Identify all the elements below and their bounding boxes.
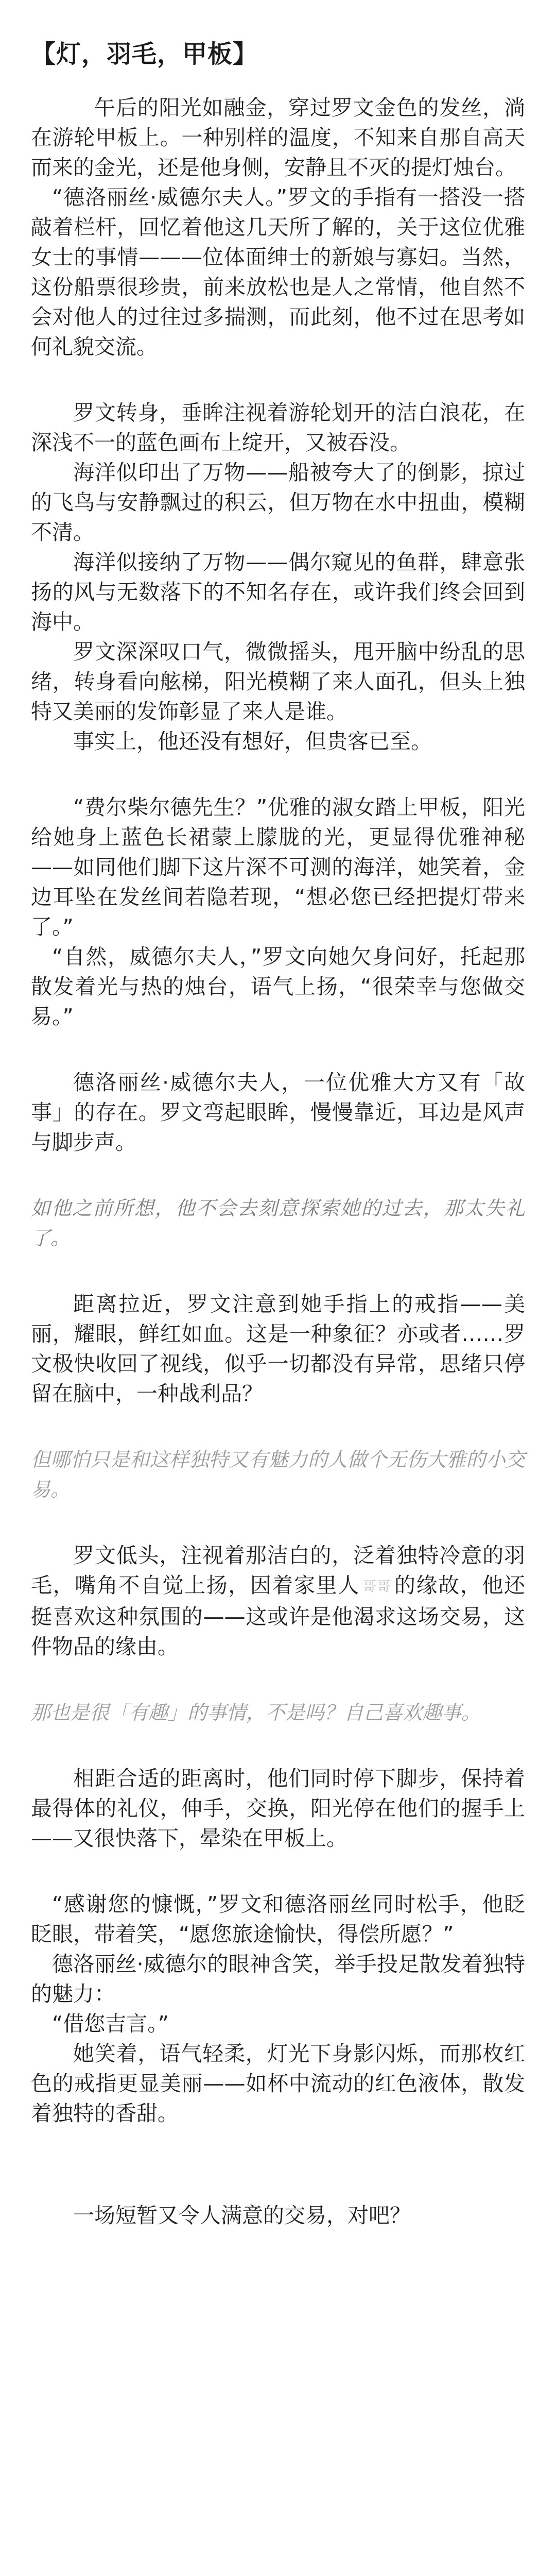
paragraph: “感谢您的慷慨，”罗文和德洛丽丝同时松手，他眨眨眼，带着笑，“愿您旅途愉快，得偿所愿？” — [31, 1892, 525, 1946]
paragraph-text-part: 的缘故，他还挺喜欢这种氛围的——这或许是他渴求这场交易，这件物品的缘由。 — [31, 1573, 525, 1659]
paragraph: “德洛丽丝·威德尔夫人。”罗文的手指有一搭没一搭敲着栏杆，回忆着他这几天所了解的，关于这位优雅女士的事情———位体面绅士的新娘与寡妇。当然，这份船票很珍贵，前来放松也是人之常情，他自然不会对他人的过往过多揣测，而此刻，他不过在思考如何礼貌交流。 — [31, 185, 525, 359]
page-title: 【灯，羽毛，甲板】 — [31, 39, 258, 69]
paragraph: 距离拉近，罗文注意到她手指上的戒指——美丽，耀眼，鲜红如血。这是一种象征？亦或者……罗文极快收回了视线，似乎一切都没有异常，思绪只停留在脑中，一种战利品？ — [31, 1292, 525, 1406]
story-content — [31, 93, 525, 2251]
paragraph: 相距合适的距离时，他们同时停下脚步，保持着最得体的礼仪，伸手，交换，阳光停在他们的握手上——又很快落下，晕染在甲板上。 — [31, 1766, 525, 1851]
paragraph: 海洋似印出了万物——船被夸大了的倒影，掠过的飞鸟与安静飘过的积云，但万物在水中扭曲，模糊不清。 — [31, 460, 525, 545]
paragraph: 午后的阳光如融金，穿过罗文金色的发丝，淌在游轮甲板上。一种别样的温度，不知来自那自高天而来的金光，还是他身侧，安静且不灭的提灯烛台。 — [31, 95, 525, 180]
paragraph: “费尔柴尔德先生？”优雅的淑女踏上甲板，阳光给她身上蓝色长裙蒙上朦胧的光，更显得优雅神秘——如同他们脚下这片深不可测的海洋，她笑着，金边耳坠在发丝间若隐若现，“想必您已经把提灯带来了。” — [31, 795, 525, 939]
paragraph: 海洋似接纳了万物——偶尔窥见的鱼群，肆意张扬的风与无数落下的不知名存在，或许我们终会回到海中。 — [31, 550, 525, 634]
paragraph: “自然，威德尔夫人，”罗文向她欠身问好，托起那散发着光与热的烛台，语气上扬，“很荣幸与您做交易。” — [31, 944, 525, 1029]
paragraph-text-part: 罗文低头，注视着那洁白的，泛着独特冷意的羽毛，嘴角不自觉上扬，因着家里人 — [31, 1543, 525, 1598]
italic-note: 如他之前所想，他不会去刻意探索她的过去，那太失礼了。 — [31, 1197, 525, 1249]
paragraph: 德洛丽丝·威德尔的眼神含笑，举手投足散发着独特的魅力： — [31, 1952, 525, 2006]
ruby-annotation: 哥哥 — [362, 1579, 392, 1595]
paragraph: 事实上，他还没有想好，但贵客已至。 — [73, 729, 432, 754]
title-area — [31, 21, 525, 82]
paragraph: “借您吉言。” — [52, 2011, 169, 2036]
paragraph: 一场短暂又令人满意的交易，对吧？ — [73, 2203, 411, 2228]
paragraph-with-ruby — [31, 1540, 525, 1662]
paragraph: 她笑着，语气轻柔，灯光下身影闪烁，而那枚红色的戒指更显美丽——如杯中流动的红色液体，散发着独特的香甜。 — [31, 2041, 525, 2126]
italic-note: 那也是很「有趣」的事情，不是吗？自己喜欢趣事。 — [31, 1701, 481, 1724]
paragraph: 罗文深深叹口气，微微摇头，甩开脑中纷乱的思绪，转身看向舷梯，阳光模糊了来人面孔，但头上独特又美丽的发饰彰显了来人是谁。 — [31, 639, 525, 724]
paragraph: 德洛丽丝·威德尔夫人，一位优雅大方又有「故事」的存在。罗文弯起眼眸，慢慢靠近，耳边是风声与脚步声。 — [31, 1070, 525, 1155]
italic-note: 但哪怕只是和这样独特又有魅力的人做个无伤大雅的小交易。 — [31, 1448, 525, 1501]
paragraph: 罗文转身，垂眸注视着游轮划开的洁白浪花，在深浅不一的蓝色画布上绽开，又被吞没。 — [31, 400, 525, 455]
